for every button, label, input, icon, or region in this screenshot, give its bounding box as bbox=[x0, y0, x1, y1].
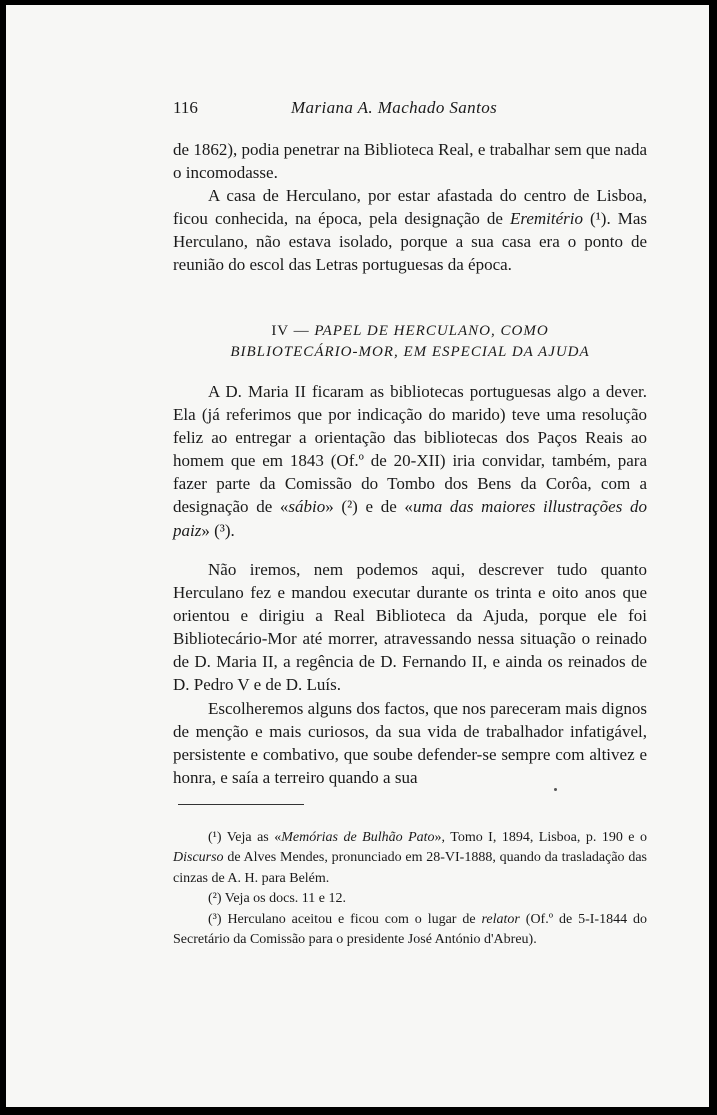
note-ref-1: (¹) bbox=[590, 209, 607, 229]
paragraph-1: de 1862), podia penetrar na Biblioteca Real, e trabalhar sem que nada o incomodasse. bbox=[173, 140, 647, 183]
body-text-middle bbox=[173, 380, 647, 542]
book-page bbox=[6, 5, 709, 1107]
section-numeral: IV — bbox=[271, 323, 310, 339]
body-text-top bbox=[173, 138, 647, 277]
print-speck bbox=[554, 788, 557, 791]
running-title: Mariana A. Machado Santos bbox=[291, 98, 498, 117]
emphasis-sabio: sábio bbox=[288, 497, 326, 517]
paragraph-5: Escolheremos alguns dos factos, que nos pareceram mais dignos de menção e mais curiosos, da sua vida de trabalhador infatigável, persistente e combativo, que soube defender-se sempre com altivez e honra, e saía a terreiro quando a sua bbox=[173, 698, 647, 787]
section-heading bbox=[173, 321, 647, 363]
footnote-rule bbox=[178, 804, 304, 805]
page-number: 116 bbox=[173, 98, 198, 117]
section-title-line-1: PAPEL DE HERCULANO, COMO bbox=[314, 323, 549, 339]
section-title-line-2: BIBLIOTECÁRIO-MOR, EM ESPECIAL DA AJUDA bbox=[230, 344, 590, 360]
emphasis-illustracoes: uma das maiores illustrações do paiz bbox=[173, 497, 647, 540]
footnote-3: (³) Herculano aceitou e ficou com o lugar de relator (Of.º de 5-I-1844 do Secretário da Comissão para o presidente José António d'Abreu). bbox=[173, 911, 647, 948]
emphasis-eremiterio: Eremitério bbox=[509, 209, 584, 229]
paragraph-2: A casa de Herculano, por estar afastada do centro de Lisboa, ficou conhecida, na época, pela designação de Eremitério (¹). Mas Herculano, não estava isolado, porque a sua casa era o ponto de reunião do escol das Letras portuguesas da época. bbox=[173, 186, 647, 275]
footnote-1: (¹) Veja as «Memórias de Bulhão Pato», Tomo I, 1894, Lisboa, p. 190 e o Discurso de Alves Mendes, pronunciado em 28-VI-1888, quando da trasladação das cinzas de A. H. para Belém. bbox=[173, 830, 647, 886]
paragraph-3: A D. Maria II ficaram as bibliotecas portuguesas algo a dever. Ela (já referimos que por indicação do marido) teve uma resolução feliz ao entregar a orientação das bibliotecas dos Paços Reais ao homem que em 1843 (Of.º de 20-XII) iria convidar, também, para fazer parte da Comissão do Tombo dos Bens da Corôa, com a designação de «sábio» (²) e de «uma das maiores illustrações do paiz» (³). bbox=[173, 382, 647, 540]
footnotes bbox=[173, 828, 647, 950]
paragraph-4: Não iremos, nem podemos aqui, descrever tudo quanto Herculano fez e mandou executar durante os trinta e oito anos que orientou e dirigiu a Real Biblioteca da Ajuda, porque ele foi Bibliotecário-Mor até morrer, atravessando nessa situação o reinado de D. Maria II, a regência de D. Fernando II, e ainda os reinados de D. Pedro V e de D. Luís. bbox=[173, 560, 647, 695]
page-header bbox=[173, 98, 648, 122]
body-text-bottom bbox=[173, 558, 647, 789]
footnote-2: (²) Veja os docs. 11 e 12. bbox=[208, 891, 346, 907]
